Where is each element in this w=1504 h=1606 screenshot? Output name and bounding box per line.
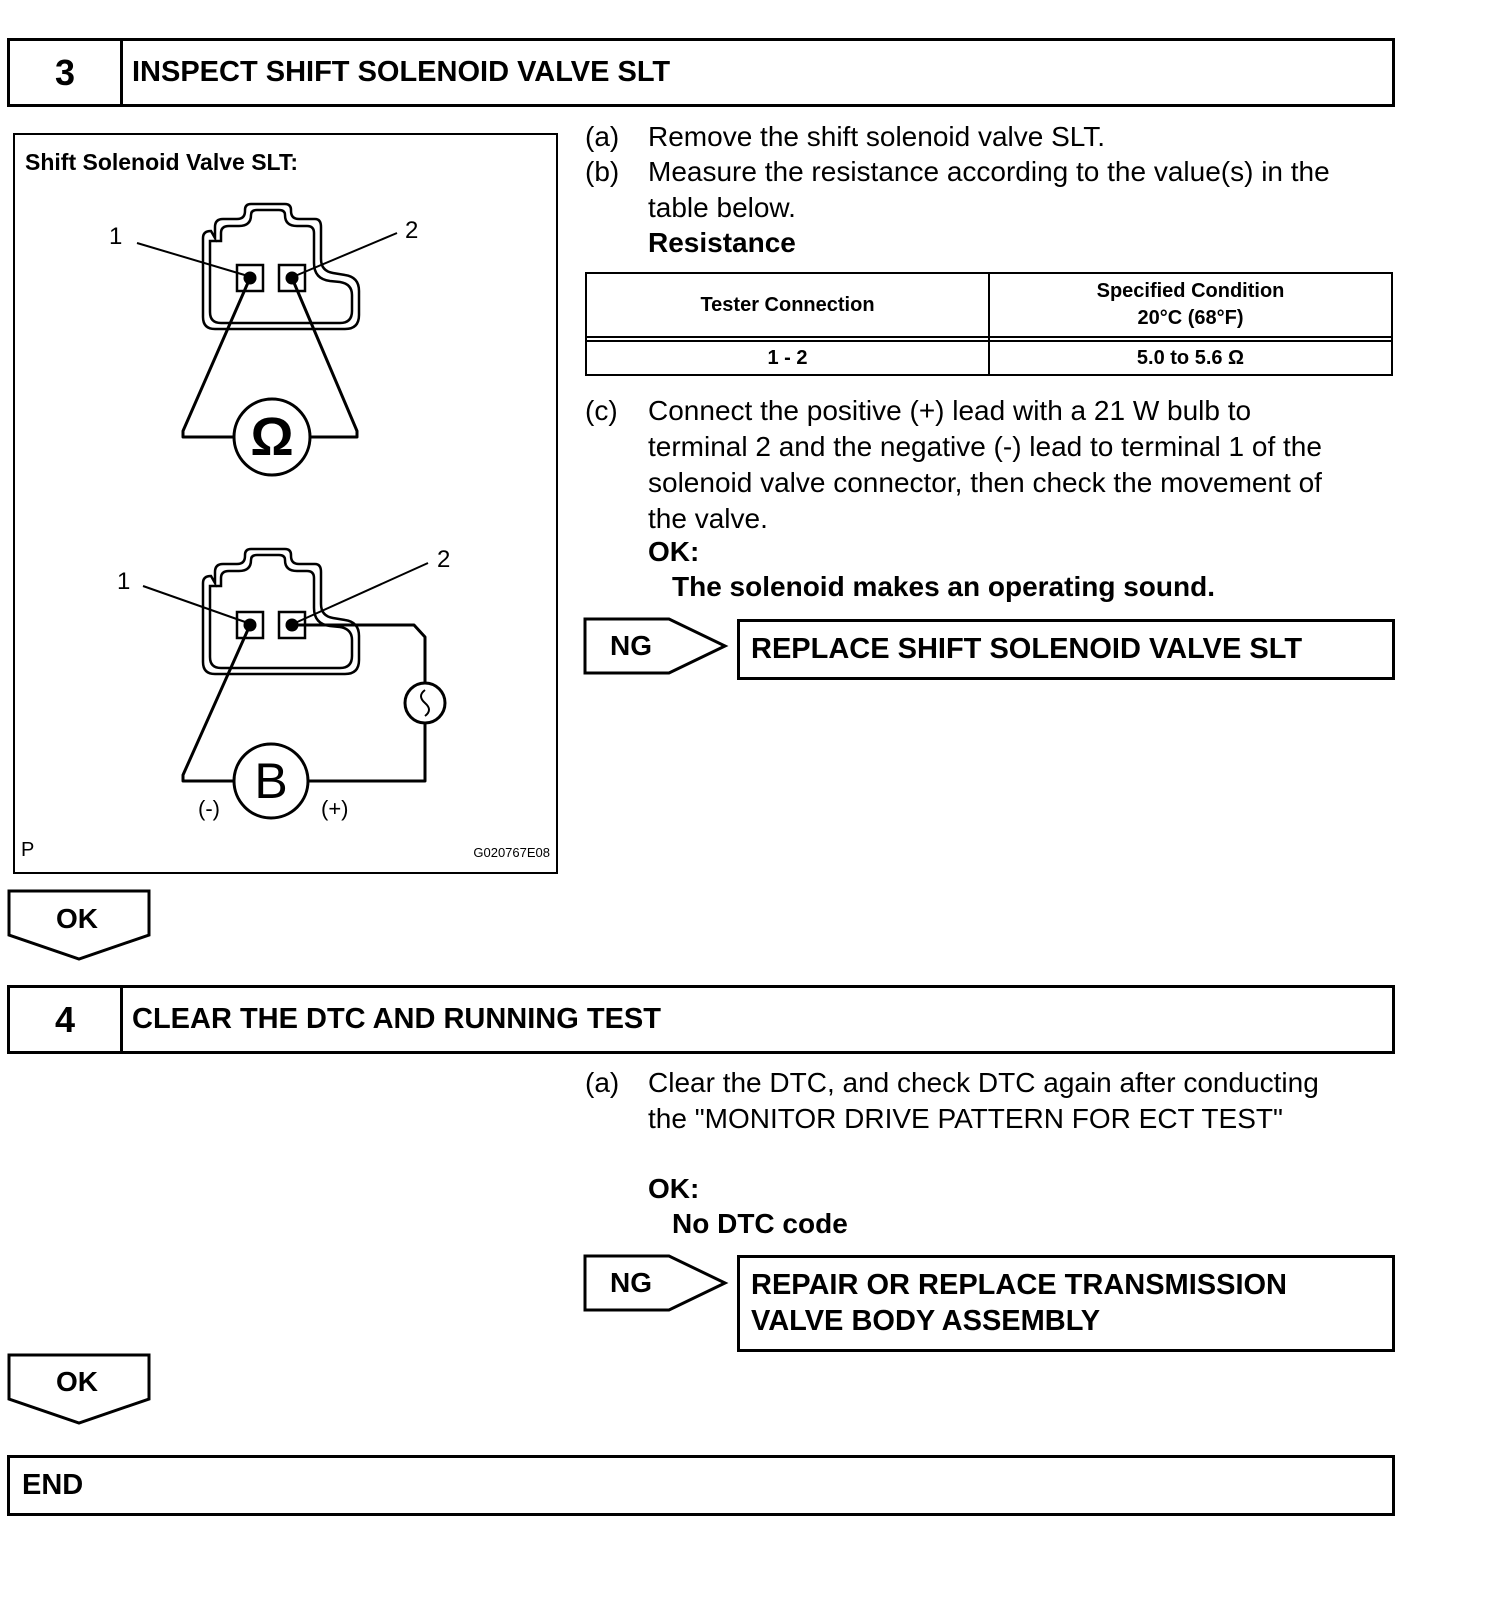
table-cell-condition: 5.0 to 5.6 Ω [989,341,1392,375]
figure-title: Shift Solenoid Valve SLT: [25,149,299,175]
step-4-ng-label: NG [610,1267,652,1298]
step-3-header [7,38,1395,107]
step-3-ng-action-box[interactable] [737,619,1395,680]
figure-corner-code: P [21,839,35,861]
table-header-condition [989,273,1392,337]
table-header-condition-line2: 20°C (68°F) [1137,307,1244,329]
positive-label: (+) [321,796,349,821]
step-text: Connect the positive (+) lead with a 21 W bulb to terminal 2 and the negative (-) lead to terminal 1 of the solenoid valve connector, then check the movement of the valve. [648,395,1322,534]
step-3-ok-label: OK: [648,536,700,567]
solenoid-figure [13,133,558,874]
step-3-title: INSPECT SHIFT SOLENOID VALVE SLT [132,56,671,88]
step-4-ng-action: REPAIR OR REPLACE TRANSMISSION VALVE BODY ASSEMBLY [751,1269,1288,1337]
step-4-ng-action-box[interactable] [737,1255,1395,1352]
end-label: END [22,1469,84,1501]
table-header-connection: Tester Connection [586,273,989,337]
connector-bottom [203,549,359,674]
step-4-number: 4 [10,988,123,1051]
step-label: (c) [585,395,618,426]
ohm-symbol: Ω [250,407,294,467]
step-text: Measure the resistance according to the value(s) in the table below. [648,156,1330,223]
step-label: (a) [585,1067,620,1098]
step-text: Clear the DTC, and check DTC again after conducting the "MONITOR DRIVE PATTERN FOR ECT TEST" [648,1067,1319,1134]
step-3-number: 3 [10,41,123,104]
resistance-heading: Resistance [648,227,796,258]
table-header-condition-line1: Specified Condition [1096,280,1285,302]
step-3b [585,154,1395,226]
step-4-ok-arrow-label: OK [56,1366,98,1397]
label-terminal-1-top: 1 [109,223,123,250]
step-4-title: CLEAR THE DTC AND RUNNING TEST [132,1003,661,1035]
label-terminal-1-bottom: 1 [117,568,131,595]
step-3-ng-action: REPLACE SHIFT SOLENOID VALVE SLT [751,633,1303,665]
step-4-ng-arrow[interactable] [583,1254,733,1314]
step-3-ng-arrow[interactable] [583,617,733,677]
step-3-ok-text: The solenoid makes an operating sound. [672,571,1215,602]
step-3-ng-label: NG [610,630,652,661]
step-4-header [7,985,1395,1054]
figure-id: G020767E08 [473,845,550,860]
step-3c [585,393,1395,537]
label-terminal-2-top: 2 [405,217,419,244]
step-3-ok-arrow-label: OK [56,903,98,934]
step-4-ok-label: OK: [648,1173,700,1204]
table-cell-connection: 1 - 2 [586,341,989,375]
battery-symbol: B [254,753,288,809]
step-label: (b) [585,156,620,187]
step-3a [585,119,1395,155]
step-label: (a) [585,121,620,152]
resistance-table [585,272,1393,376]
negative-label: (-) [198,796,220,821]
connector-top [203,204,359,329]
label-terminal-2-bottom: 2 [437,546,451,573]
step-4-ok-text: No DTC code [672,1208,848,1239]
step-text: Remove the shift solenoid valve SLT. [648,121,1106,152]
end-box [7,1455,1395,1516]
step-4a [585,1065,1395,1137]
